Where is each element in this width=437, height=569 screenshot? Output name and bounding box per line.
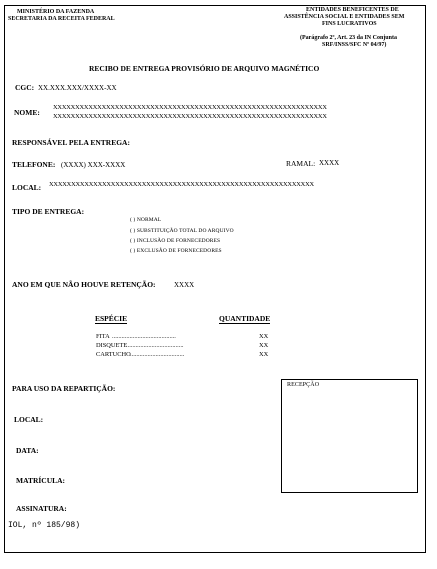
legal-reference-line1: (Parágrafo 2º, Art. 23 da IN Conjunta xyxy=(300,35,397,41)
media-name: CARTUCHO xyxy=(96,351,131,358)
column-quantidade: QUANTIDADE xyxy=(219,314,271,323)
telefone-label: TELEFONE: xyxy=(12,160,56,169)
legal-reference-line2: SRF/INSS/SFC Nº 04/97) xyxy=(322,42,387,48)
delivery-option-total-replacement[interactable]: ( ) SUBSTITUIÇÃO TOTAL DO ARQUIVO xyxy=(130,228,234,234)
delivery-option-normal[interactable]: ( ) NORMAL xyxy=(130,217,162,223)
media-dots: .................................. xyxy=(130,351,185,358)
media-name: FITA xyxy=(96,333,110,340)
delivery-option-exclude-suppliers[interactable]: ( ) EXCLUSÃO DE FORNECEDORES xyxy=(130,248,222,254)
office-signature-label: ASSINATURA: xyxy=(16,504,67,513)
nome-label: NOME: xyxy=(14,108,40,117)
entity-type-line1: ENTIDADES BENEFICENTES DE xyxy=(306,7,399,13)
delivery-option-include-suppliers[interactable]: ( ) INCLUSÃO DE FORNECEDORES xyxy=(130,238,221,244)
org-name-line1: MINISTÉRIO DA FAZENDA xyxy=(17,9,95,15)
office-local-label: LOCAL: xyxy=(14,415,44,424)
local-label: LOCAL: xyxy=(12,183,42,192)
media-dots: ........................................ xyxy=(112,333,176,340)
footer-code: IOL, nº 185/98) xyxy=(8,521,81,530)
responsible-label: RESPONSÁVEL PELA ENTREGA: xyxy=(12,138,130,147)
form-title: RECIBO DE ENTREGA PROVISÓRIO DE ARQUIVO MAGNÉTICO xyxy=(89,64,320,73)
media-dots: .................................... xyxy=(126,342,184,349)
reception-stamp-box xyxy=(281,379,418,493)
nome-line2: XXXXXXXXXXXXXXXXXXXXXXXXXXXXXXXXXXXXXXXXXXXXXXXXXXXXXXXXXXXXXX xyxy=(53,113,327,120)
delivery-type-label: TIPO DE ENTREGA: xyxy=(12,207,85,216)
org-name-line2: SECRETARIA DA RECEITA FEDERAL xyxy=(8,16,115,22)
no-retention-year-label: ANO EM QUE NÃO HOUVE RETENÇÃO: xyxy=(12,280,156,289)
nome-line1: XXXXXXXXXXXXXXXXXXXXXXXXXXXXXXXXXXXXXXXXXXXXXXXXXXXXXXXXXXXXXX xyxy=(53,104,327,111)
media-quantity: XX xyxy=(259,342,269,349)
media-quantity: XX xyxy=(259,333,269,340)
office-registration-label: MATRÍCULA: xyxy=(16,476,66,485)
media-name: DISQUETE xyxy=(96,342,128,349)
cgc-label: CGC: xyxy=(15,83,35,92)
telefone-value: (XXXX) XXX-XXXX xyxy=(61,161,126,169)
local-value: XXXXXXXXXXXXXXXXXXXXXXXXXXXXXXXXXXXXXXXXXXXXXXXXXXXXXXXXXXXX xyxy=(49,181,314,188)
reception-label: RECEPÇÃO xyxy=(287,382,320,388)
office-date-label: DATA: xyxy=(16,446,39,455)
cgc-value: XX.XXX.XXX/XXXX-XX xyxy=(38,84,117,92)
no-retention-year-value: XXXX xyxy=(174,281,195,289)
entity-type-line2: ASSISTÊNCIA SOCIAL E ENTIDADES SEM xyxy=(284,14,405,20)
ramal-value: XXXX xyxy=(319,159,340,167)
entity-type-line3: FINS LUCRATIVOS xyxy=(322,21,377,27)
ramal-label: RAMAL: xyxy=(286,159,316,168)
office-use-heading: PARA USO DA REPARTIÇÃO: xyxy=(12,384,116,393)
column-especie: ESPÉCIE xyxy=(95,314,128,323)
media-quantity: XX xyxy=(259,351,269,358)
